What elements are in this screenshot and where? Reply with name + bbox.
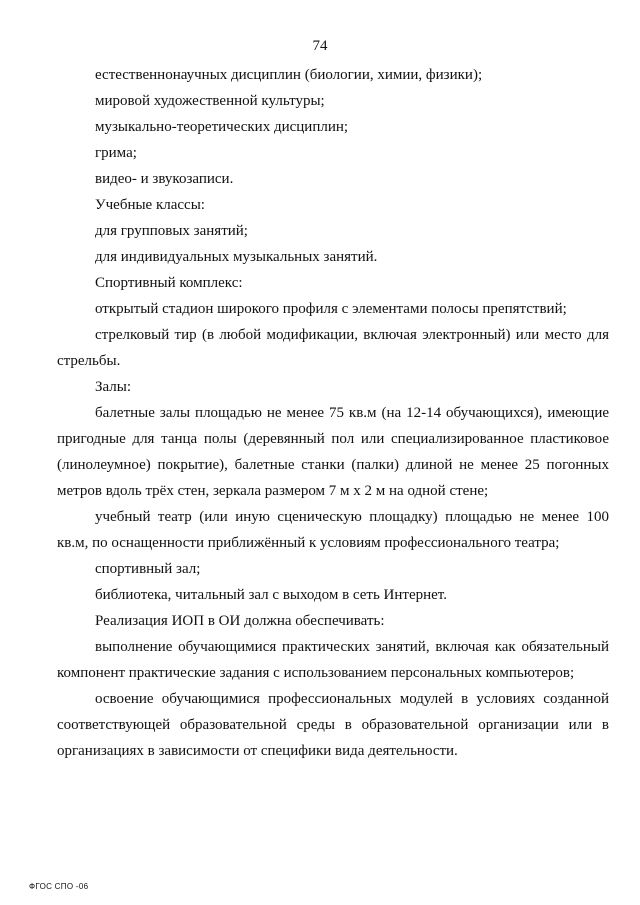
paragraph: балетные залы площадью не менее 75 кв.м (на 12-14 обучающихся), имеющие пригодные для танца полы (деревянный пол или специализированное пластиковое (линолеумное) покрытие), балетные станки (палки) длиной не менее 25 погонных метров вдоль трёх стен, зеркала размером 7 м х 2 м на одной стене; — [57, 405, 609, 499]
paragraph: освоение обучающимися профессиональных модулей в условиях созданной соответствующей образовательной среды в образовательной организации или в организациях в зависимости от специфики вида деятельности. — [57, 691, 609, 759]
page-number: 74 — [312, 38, 328, 54]
footer-code: ФГОС СПО -06 — [29, 882, 89, 891]
paragraph: для групповых занятий; — [95, 223, 248, 239]
paragraph: библиотека, читальный зал с выходом в сеть Интернет. — [95, 587, 447, 603]
paragraph: открытый стадион широкого профиля с элементами полосы препятствий; — [95, 301, 567, 317]
paragraph: стрелковый тир (в любой модификации, включая электронный) или место для стрельбы. — [57, 327, 609, 369]
paragraph: Реализация ИОП в ОИ должна обеспечивать: — [95, 613, 385, 629]
paragraph: выполнение обучающимися практических занятий, включая как обязательный компонент практические задания с использованием персональных компьютеров; — [57, 639, 609, 681]
paragraph: музыкально-теоретических дисциплин; — [95, 119, 349, 135]
paragraph: Учебные классы: — [95, 197, 205, 213]
paragraph: грима; — [95, 145, 137, 161]
paragraph: Залы: — [95, 379, 132, 395]
paragraph: мировой художественной культуры; — [95, 93, 325, 109]
paragraph: спортивный зал; — [95, 561, 201, 577]
body-text — [57, 62, 609, 764]
paragraph: естественнонаучных дисциплин (биологии, химии, физики); — [95, 67, 483, 83]
paragraph: видео- и звукозаписи. — [95, 171, 234, 187]
paragraph: учебный театр (или иную сценическую площадку) площадью не менее 100 кв.м, по оснащенности приближённый к условиям профессионального театра; — [57, 509, 609, 551]
paragraph: Спортивный комплекс: — [95, 275, 243, 291]
paragraph: для индивидуальных музыкальных занятий. — [95, 249, 378, 265]
